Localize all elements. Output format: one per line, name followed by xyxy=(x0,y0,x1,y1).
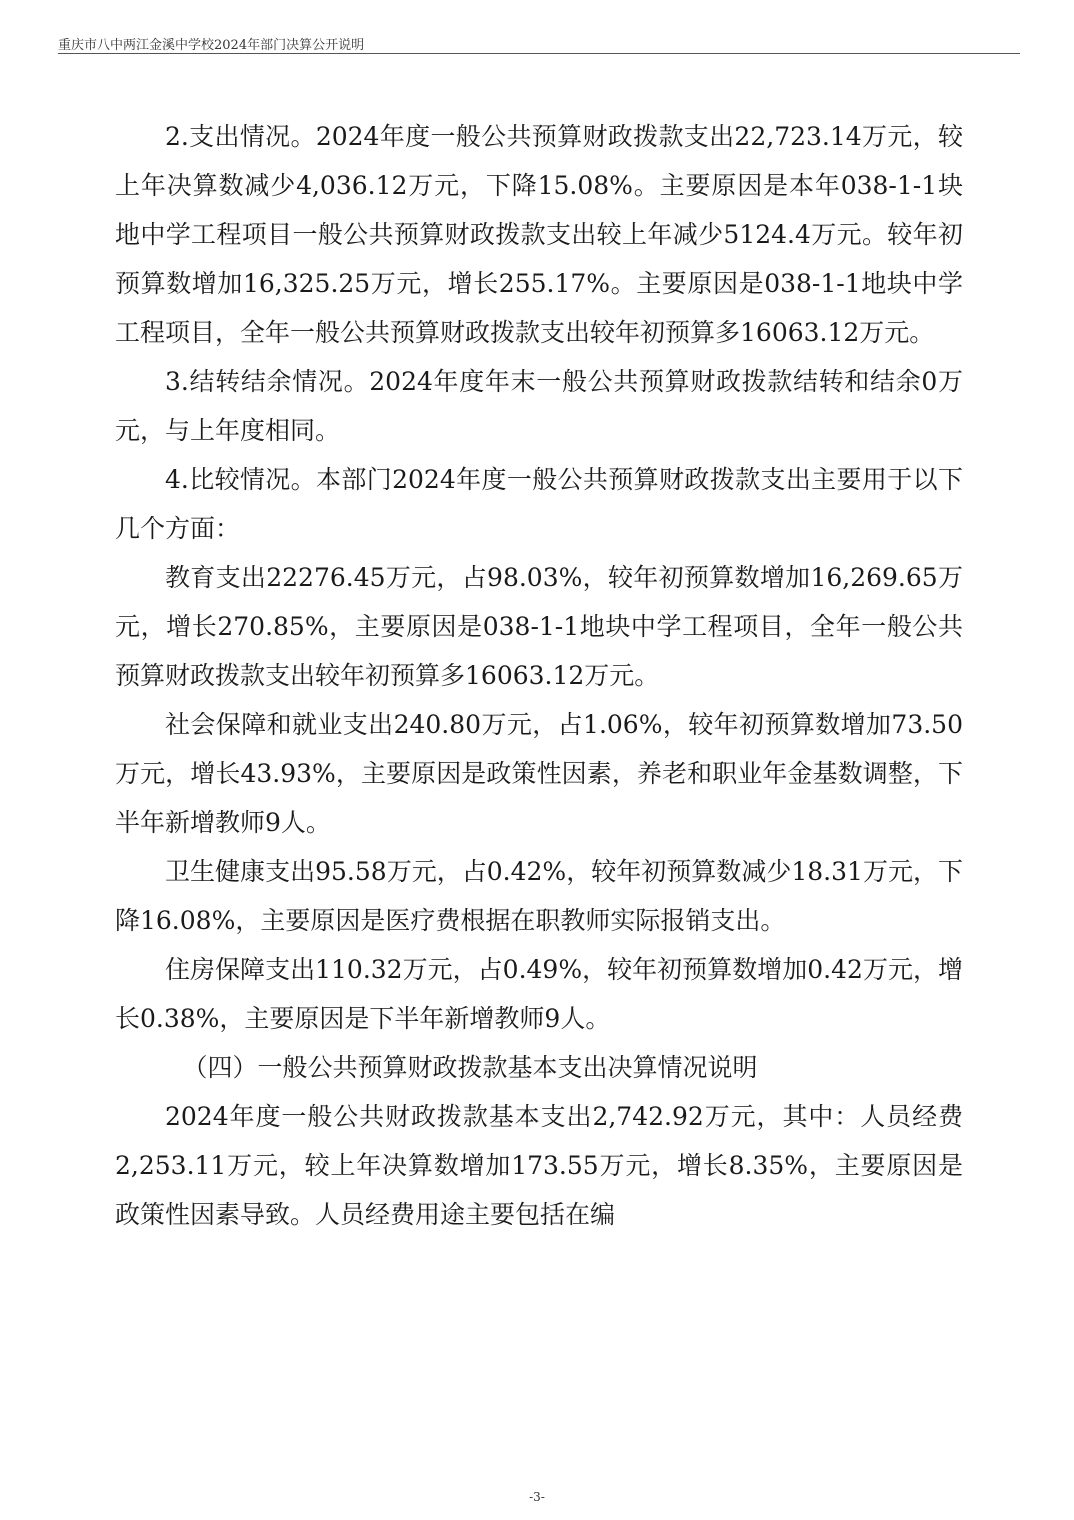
document-body xyxy=(115,112,963,1239)
paragraph-social-security: 社会保障和就业支出240.80万元，占1.06%，较年初预算数增加73.50万元，增长43.93%，主要原因是政策性因素，养老和职业年金基数调整，下半年新增教师9人。 xyxy=(115,710,963,837)
section-heading-basic-expenditure: （四）一般公共预算财政拨款基本支出决算情况说明 xyxy=(182,1053,758,1082)
paragraph-education: 教育支出22276.45万元，占98.03%，较年初预算数增加16,269.65万元，增长270.85%，主要原因是038-1-1地块中学工程项目，全年一般公共预算财政拨款支出较年初预算多16063.12万元。 xyxy=(115,563,963,690)
paragraph-expenditure: 2.支出情况。2024年度一般公共预算财政拨款支出22,723.14万元，较上年决算数减少4,036.12万元，下降15.08%。主要原因是本年038-1-1块地中学工程项目一般公共预算财政拨款支出较上年减少5124.4万元。较年初预算数增加16,325.25万元，增长255.17%。主要原因是038-1-1地块中学工程项目，全年一般公共预算财政拨款支出较年初预算多16063.12万元。 xyxy=(115,122,963,347)
paragraph-carryover: 3.结转结余情况。2024年度年末一般公共预算财政拨款结转和结余0万元，与上年度相同。 xyxy=(115,367,963,445)
paragraph-basic-expenditure: 2024年度一般公共财政拨款基本支出2,742.92万元，其中：人员经费2,253.11万元，较上年决算数增加173.55万元，增长8.35%，主要原因是政策性因素导致。人员经费用途主要包括在编 xyxy=(115,1102,963,1229)
paragraph-comparison: 4.比较情况。本部门2024年度一般公共预算财政拨款支出主要用于以下几个方面： xyxy=(115,465,963,543)
paragraph-health: 卫生健康支出95.58万元，占0.42%，较年初预算数减少18.31万元，下降16.08%，主要原因是医疗费根据在职教师实际报销支出。 xyxy=(115,857,963,935)
header-divider xyxy=(58,53,1020,54)
page-number: -3- xyxy=(529,1490,545,1504)
page-header-title: 重庆市八中两江金溪中学校2024年部门决算公开说明 xyxy=(58,38,365,53)
paragraph-housing: 住房保障支出110.32万元，占0.49%，较年初预算数增加0.42万元，增长0.38%，主要原因是下半年新增教师9人。 xyxy=(115,955,963,1033)
